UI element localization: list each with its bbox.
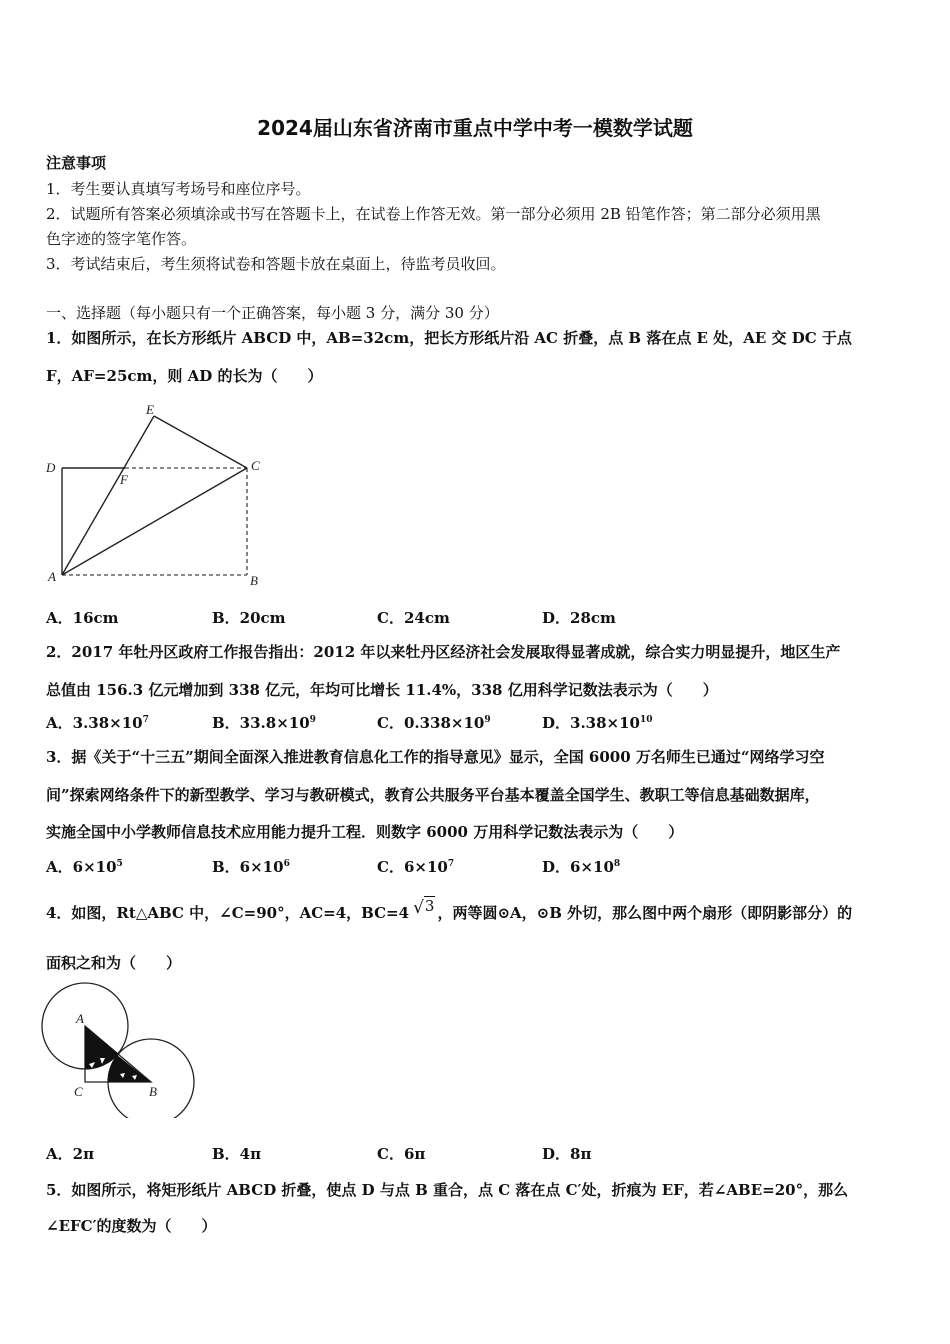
q1-option-c: C．24cm bbox=[377, 609, 450, 627]
q2-option-b: B．$33.8\times 10^9$ bbox=[212, 714, 316, 732]
q4-option-a: A．2π bbox=[46, 1145, 95, 1163]
q4-label-a: A bbox=[76, 1011, 84, 1026]
q3-option-b: B．$6\times 10^6$ bbox=[212, 858, 290, 876]
note-item-2: 2．试题所有答案必须填涂或书写在答题卡上，在试卷上作答无效。第一部分必须用 2B 铅笔作答；第二部分必须用黑 bbox=[46, 205, 821, 223]
q1-label-d: D bbox=[46, 460, 56, 475]
q5-text-line2: ∠EFC′的度数为（ ） bbox=[46, 1217, 217, 1235]
q1-label-c: C bbox=[251, 458, 260, 473]
note-item-1: 1．考生要认真填写考场号和座位序号。 bbox=[46, 180, 311, 198]
sqrt-expression: √3 bbox=[413, 897, 435, 918]
q4-option-c: C．6π bbox=[377, 1145, 426, 1163]
q1-option-d: D．28cm bbox=[542, 609, 616, 627]
q5-text-line1: 5．如图所示，将矩形纸片 ABCD 折叠，使点 D 与点 B 重合，点 C 落在点 C′处，折痕为 EF，若∠ABE=20°，那么 bbox=[46, 1181, 849, 1199]
page-title: 2024届山东省济南市重点中学中考一模数学试题 bbox=[257, 116, 693, 140]
q1-segment-ac bbox=[62, 468, 247, 575]
q1-label-a: A bbox=[48, 569, 56, 584]
q3-text-line1: 3．据《关于“十三五”期间全面深入推进教育信息化工作的指导意见》显示，全国 6000 万名师生已通过“网络学习空 bbox=[46, 748, 825, 766]
q2-text-line2: 总值由 156.3 亿元增加到 338 亿元，年均可比增长 11.4%，338 亿用科学记数法表示为（ ） bbox=[46, 681, 718, 699]
q3-option-d: D．$6\times 10^8$ bbox=[542, 858, 621, 876]
q1-label-f: F bbox=[120, 472, 128, 487]
q1-label-b: B bbox=[250, 573, 258, 588]
q1-option-a: A．16cm bbox=[46, 609, 119, 627]
q1-label-e: E bbox=[146, 402, 154, 417]
q2-option-d: D．$3.38\times 10^{10}$ bbox=[542, 714, 653, 732]
q3-text-line3: 实施全国中小学教师信息技术应用能力提升工程．则数字 6000 万用科学记数法表示为（ ） bbox=[46, 823, 684, 841]
q2-option-c: C．$0.338\times 10^9$ bbox=[377, 714, 491, 732]
q3-option-a: A．$6\times 10^5$ bbox=[46, 858, 123, 876]
q1-text-line2: F，AF=25cm，则 AD 的长为（ ） bbox=[46, 367, 323, 385]
q4-text-line2: 面积之和为（ ） bbox=[46, 954, 182, 972]
note-item-2-cont: 色字迹的签字笔作答。 bbox=[46, 230, 197, 248]
q4-text-line1: 4．如图，Rt△ABC 中，∠C=90°，AC=4，BC=4 √3 ，两等圆⊙A，⊙B 外切，那么图中两个扇形（即阴影部分）的 bbox=[46, 897, 853, 922]
shaded-sector-b bbox=[108, 1055, 151, 1082]
q1-text-line1: 1．如图所示，在长方形纸片 ABCD 中，AB=32cm，把长方形纸片沿 AC 折叠，点 B 落在点 E 处，AE 交 DC 于点 bbox=[46, 329, 852, 347]
q1-figure bbox=[40, 398, 280, 593]
q4-label-b: B bbox=[149, 1084, 157, 1099]
q4-option-b: B．4π bbox=[212, 1145, 262, 1163]
q3-option-c: C．$6\times 10^7$ bbox=[377, 858, 455, 876]
q1-segment-ae bbox=[62, 416, 154, 575]
q2-text-line1: 2．2017 年牡丹区政府工作报告指出：2012 年以来牡丹区经济社会发展取得显著成就，综合实力明显提升，地区生产 bbox=[46, 643, 841, 661]
notes-heading: 注意事项 bbox=[46, 154, 107, 172]
q4-option-d: D．8π bbox=[542, 1145, 592, 1163]
q1-option-b: B．20cm bbox=[212, 609, 286, 627]
q4-figure bbox=[40, 978, 210, 1118]
q2-option-a: A．$3.38\times 10^7$ bbox=[46, 714, 149, 732]
q3-text-line2: 间”探索网络条件下的新型教学、学习与教研模式，教育公共服务平台基本覆盖全国学生、教职工等信息基础数据库， bbox=[46, 786, 820, 804]
section-heading: 一、选择题（每小题只有一个正确答案，每小题 3 分，满分 30 分） bbox=[46, 304, 499, 322]
q4-label-c: C bbox=[74, 1084, 83, 1099]
q1-segment-ec bbox=[154, 416, 247, 468]
note-item-3: 3．考试结束后，考生须将试卷和答题卡放在桌面上，待监考员收回。 bbox=[46, 255, 506, 273]
